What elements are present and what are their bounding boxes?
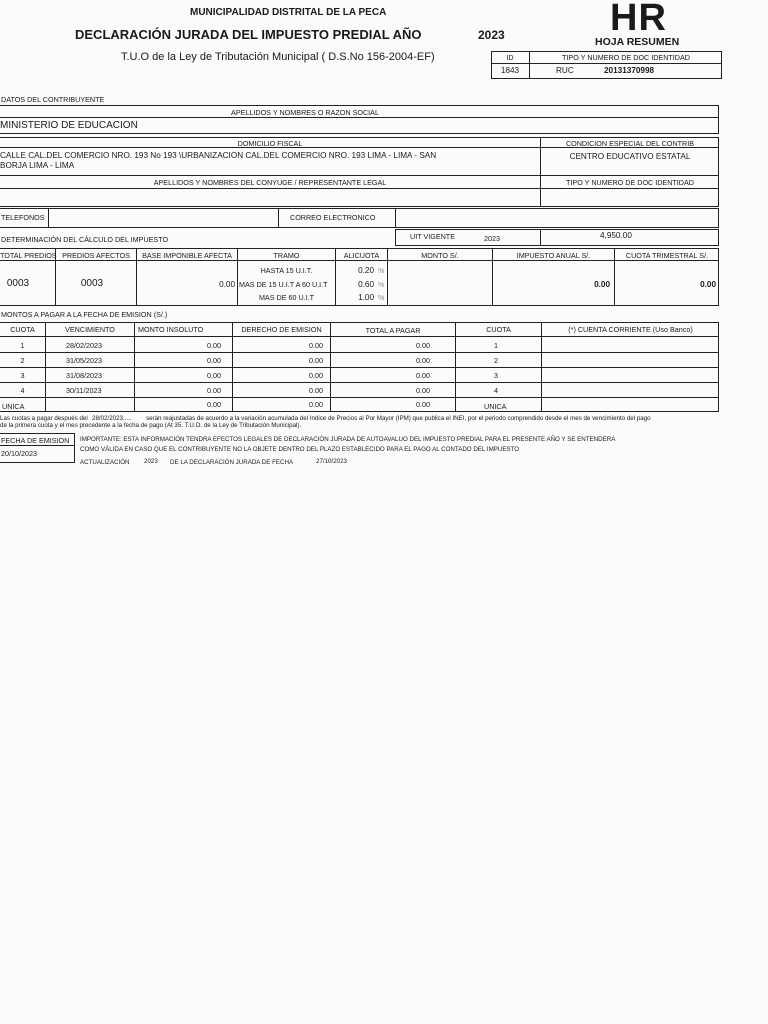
pay-unica-total: 0.00: [416, 400, 430, 409]
declaration-year: 2023: [478, 28, 505, 42]
header-alicuota: ALICUOTA: [343, 251, 380, 260]
address-line2: BORJA LIMA - LIMA: [0, 161, 75, 170]
doc-number: 20131370998: [604, 66, 655, 75]
tramo-3-label: MAS DE 60 U.I.T: [258, 293, 315, 302]
pay-header-total: TOTAL A PAGAR: [365, 326, 421, 335]
contributor-name: MINISTERIO DE EDUCACION: [0, 120, 138, 131]
alicuota-1: 0.20: [358, 266, 374, 275]
spouse-doc-label: TIPO Y NUMERO DE DOC IDENTIDAD: [566, 178, 694, 187]
contributor-section-label: DATOS DEL CONTRIBUYENTE: [1, 95, 105, 104]
footnote-line2: de la primera cuota y el mes precedente a la fecha de pago (At 35. T.U.O. de la Ley de Tributación Municipal).: [0, 422, 302, 429]
pay-row-3-insoluto: 0.00: [207, 371, 221, 380]
pay-row-3-total: 0.00: [416, 371, 430, 380]
pay-header-derecho: DERECHO DE EMISION: [241, 325, 322, 334]
update-label: ACTUALIZACIÓN: [80, 459, 130, 466]
footnote-text: serán reajustadas de acuerdo a la variación acumulada del Indice de Precios al Por Mayor (IPM) que publica el INEI, por el periodo comprendido desde el mes de vencimiento del pago: [146, 415, 651, 422]
alicuota-1-pct: %: [378, 266, 385, 275]
pay-row-4-derecho: 0.00: [309, 386, 323, 395]
update-date: 27/10/2023: [316, 458, 347, 465]
update-year: 2023: [144, 458, 158, 465]
special-condition-label: CONDICION ESPECIAL DEL CONTRIB: [565, 139, 695, 148]
header-impuesto-anual: IMPUESTO ANUAL S/.: [516, 251, 591, 260]
pay-row-1-derecho: 0.00: [309, 341, 323, 350]
name-label: APELLIDOS Y NOMBRES O RAZON SOCIAL: [231, 108, 379, 117]
special-condition: CENTRO EDUCATIVO ESTATAL: [569, 152, 691, 161]
pay-row-2-cuota: 2: [20, 356, 25, 365]
update-text: DE LA DECLARACIÓN JURADA DE FECHA: [170, 459, 294, 466]
footnote-prefix: Las cuotas a pagar después del: [0, 415, 88, 422]
pay-row-1-total: 0.00: [416, 341, 430, 350]
header-base-imponible: BASE IMPONIBLE AFECTA: [142, 251, 232, 260]
pay-row-4-cuota2: 4: [494, 386, 498, 395]
pay-header-cuenta: (*) CUENTA CORRIENTE (Uso Banco): [568, 325, 693, 334]
total-predios-value: 0003: [6, 278, 30, 289]
form-name: HOJA RESUMEN: [595, 36, 680, 48]
pay-header-insoluto: MONTO INSOLUTO: [138, 325, 204, 334]
pay-row-4-cuota: 4: [20, 386, 25, 395]
pay-row-2-vencimiento: 31/05/2023: [66, 356, 102, 365]
emission-date: 20/10/2023: [1, 449, 37, 458]
header-cuota-trimestral: CUOTA TRIMESTRAL S/.: [625, 251, 709, 260]
tramo-1-label: HASTA 15 U.I.T.: [260, 266, 313, 275]
pay-header-vencimiento: VENCIMIENTO: [65, 325, 115, 334]
alicuota-2: 0.60: [358, 280, 374, 289]
calc-section-label: DETERMINACIÓN DEL CÁLCULO DEL IMPUESTO: [1, 235, 169, 244]
doc-type: RUC: [556, 66, 574, 75]
pay-row-4-vencimiento: 30/11/2023: [66, 386, 102, 395]
form-code: HR: [610, 0, 667, 39]
cuota-trimestral-value: 0.00: [700, 280, 716, 289]
pay-row-3-cuota: 3: [20, 371, 25, 380]
id-value: 1843: [500, 66, 520, 75]
address-label: DOMICILIO FISCAL: [237, 139, 303, 148]
phones-label: TELEFONOS: [1, 213, 45, 222]
payments-section-label: MONTOS A PAGAR A LA FECHA DE EMISION (S/.): [1, 310, 168, 319]
alicuota-3-pct: %: [378, 293, 385, 302]
alicuota-3: 1.00: [358, 293, 374, 302]
predios-afectos-value: 0003: [80, 278, 104, 289]
pay-row-3-derecho: 0.00: [309, 371, 323, 380]
doc-type-label: TIPO Y NUMERO DE DOC IDENTIDAD: [562, 53, 690, 62]
uit-year: 2023: [484, 234, 500, 243]
notice-line2: COMO VÁLIDA EN CASO QUE EL CONTRIBUYENTE NO LA OBJETE DENTRO DEL PLAZO ESTABLECIDO PARA EL PAGO AL CONTADO DEL IMPUESTO: [80, 446, 520, 453]
pay-row-2-cuota2: 2: [494, 356, 498, 365]
pay-header-cuota: CUOTA: [10, 325, 35, 334]
pay-unica-cuota2: UNICA: [484, 402, 507, 411]
pay-row-2-total: 0.00: [416, 356, 430, 365]
header-predios-afectos: PREDIOS AFECTOS: [62, 251, 130, 260]
notice-line1: IMPORTANTE: ESTA INFORMACIÓN TENDRA EFECTOS LEGALES DE DECLARACIÓN JURADA DE AUTOAVALUO DEL IMPUESTO PREDIAL PARA EL PRESENTE AÑO Y SE ENTENDERA: [80, 436, 616, 443]
uit-label: UIT VIGENTE: [410, 232, 455, 241]
address-line1: CALLE CAL.DEL COMERCIO NRO. 193 No 193 \URBANIZACION CAL.DEL COMERCIO NRO. 193 LIMA - LIMA - SAN: [0, 151, 437, 160]
pay-row-2-insoluto: 0.00: [207, 356, 221, 365]
pay-header-cuota2: CUOTA: [486, 325, 511, 334]
impuesto-anual-value: 0.00: [594, 280, 610, 289]
pay-row-1-cuota: 1: [20, 341, 25, 350]
id-label: ID: [506, 53, 514, 62]
email-label: CORREO ELECTRONICO: [290, 213, 376, 222]
pay-row-3-vencimiento: 31/08/2023: [66, 371, 102, 380]
base-imponible-value: 0.00: [219, 280, 235, 289]
tramo-2-label: MAS DE 15 U.I.T A 60 U.I.T: [239, 280, 328, 289]
declaration-title: DECLARACIÓN JURADA DEL IMPUESTO PREDIAL AÑO: [75, 27, 422, 42]
pay-row-1-vencimiento: 28/02/2023: [66, 341, 102, 350]
alicuota-2-pct: %: [378, 280, 385, 289]
pay-row-1-insoluto: 0.00: [207, 341, 221, 350]
pay-row-1-cuota2: 1: [494, 341, 498, 350]
pay-row-2-derecho: 0.00: [309, 356, 323, 365]
pay-row-3-cuota2: 3: [494, 371, 498, 380]
law-reference: T.U.O de la Ley de Tributación Municipal ( D.S.No 156-2004-EF): [121, 51, 435, 63]
header-tramo: TRAMO: [273, 251, 300, 260]
pay-row-4-total: 0.00: [416, 386, 430, 395]
footnote-date: 28/02/2023.....: [92, 415, 132, 422]
uit-value: 4,950.00: [600, 231, 632, 240]
header-monto: MONTO S/.: [421, 251, 459, 260]
pay-row-4-insoluto: 0.00: [207, 386, 221, 395]
pay-unica-insoluto: 0.00: [207, 400, 221, 409]
emission-label: FECHA DE EMISION: [1, 436, 70, 445]
spouse-label: APELLIDOS Y NOMBRES DEL CONYUGE / REPRESENTANTE LEGAL: [153, 178, 387, 187]
pay-unica-label: UNICA: [2, 402, 25, 411]
municipality-name: MUNICIPALIDAD DISTRITAL DE LA PECA: [190, 7, 387, 18]
pay-unica-derecho: 0.00: [309, 400, 323, 409]
header-total-predios: TOTAL PREDIOS: [0, 251, 57, 260]
